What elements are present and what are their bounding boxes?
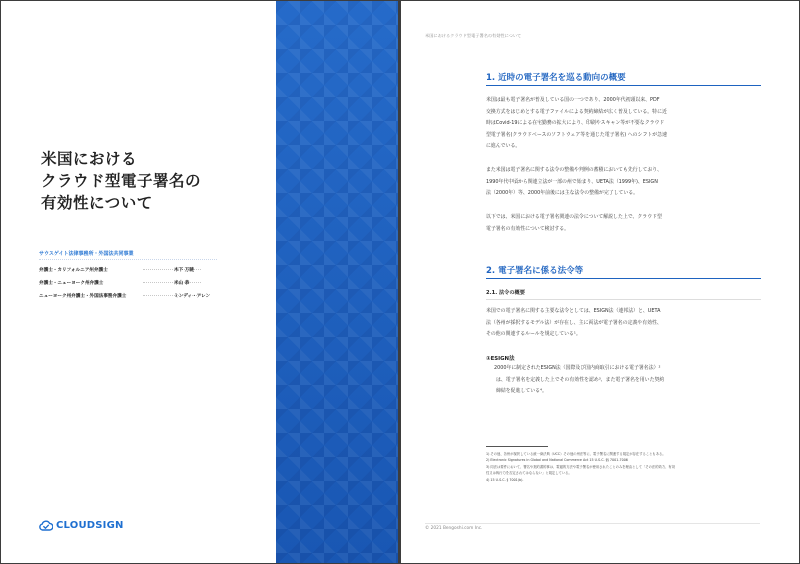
firm-divider (39, 259, 217, 260)
text-line: 時はCovid-19による在宅勤務の拡大により、印刷やスキャン等が不要なクラウド (486, 120, 665, 127)
content-page (401, 1, 799, 563)
copyright: © 2021 Bengoshi.com Inc. (425, 526, 483, 531)
cover-title-line: 有効性について (41, 194, 153, 212)
band-gradient-overlay (276, 1, 398, 563)
text-line: 米国での電子署名に関する主要な法令としては、ESIGN法（連邦法）と、UETA (486, 308, 661, 314)
subsection-heading: 2.1. 法令の概要 (486, 290, 525, 296)
cloudsign-logo (39, 520, 124, 531)
footnotes (486, 451, 766, 483)
section-1-paragraph (486, 95, 761, 153)
esign-paragraph (494, 363, 761, 398)
cloud-check-icon (39, 520, 53, 531)
author-name: 木下 万暁 (174, 268, 194, 273)
footnote: 2) Electronic Signatures in Global and National Commerce Act 15 U.S.C. §§ 7001-7006 (486, 458, 628, 463)
subsection-rule (486, 299, 761, 300)
footnote: 4) 15 U.S.C. § 7001(b). (486, 477, 524, 482)
text-line: 1990年代中頃から関連立法が一部の州で始まり、UETA法（1999年)、ESIGN (486, 178, 658, 185)
author-role: 弁護士・ニューヨーク州弁護士 (39, 281, 104, 286)
text-line: 電子署名の有効性について検討する。 (486, 225, 570, 232)
section-1-paragraph (486, 165, 761, 200)
running-header: 米国におけるクラウド型電子署名の有効性について (425, 33, 522, 38)
text-line: 以下では、米国における電子署名関連の法令について解説した上で、クラウド型 (486, 214, 662, 220)
text-line: 法（各州が採択するモデル法）が存在し、主に両法が電子署名の定義や有効性、 (486, 319, 662, 326)
section-1-heading: 1. 近時の電子署名を巡る動向の概要 (486, 73, 626, 83)
dotted-leader (143, 282, 201, 283)
text-line: 米国は最も電子署名が普及している国の一つであり、2000年代初頭以来、PDF (486, 97, 660, 103)
author-name: ミンディ・アレン (174, 294, 211, 299)
law-firm-name: サウスゲイト法律事務所・外国法共同事業 (39, 251, 134, 257)
section-2-heading: 2. 電子署名に係る法令等 (486, 266, 584, 276)
author-role: 弁護士・カリフォルニア州弁護士 (39, 268, 108, 273)
esign-heading: ①ESIGN法 (486, 356, 515, 362)
brand-wordmark: CLOUDSIGN (56, 520, 124, 531)
text-line: 2000年に制定されたESIGN法（国際及び国内商取引における電子署名法）² (494, 365, 661, 371)
section-1-paragraph (486, 212, 761, 235)
text-line: 締結を促進している⁴。 (496, 388, 547, 395)
footnote-divider (486, 446, 548, 447)
text-line: 法（2000年）等、2000年前後には主な法令の整備が完了している。 (486, 190, 639, 197)
section-1-rule (486, 85, 761, 86)
text-line: 型電子署名(クラウドベースのソフトウェア等を通じた電子署名) へのシフトが急速 (486, 131, 667, 138)
footnote: 性又は執行力を否定されてはならない」と規定している。 (486, 471, 572, 476)
section-2-rule (486, 278, 761, 279)
text-line: に進んでいる。 (486, 143, 521, 150)
footer-rule (425, 523, 760, 524)
cover-title-line: 米国における (41, 150, 138, 168)
section-2-paragraph (486, 306, 761, 341)
footnote: 3) 同法は要件において、署名や契約書的事は、電磁的方法や電子署名が使用されたことのみを理由として「その法的効力、有効 (486, 464, 675, 469)
text-line: その他の関連するルールを規定している¹。 (486, 331, 581, 338)
author-name: 米山 恭 (174, 281, 190, 286)
cover-title (41, 148, 281, 214)
text-line: は、電子署名を定義した上でその有効性を認め³、また電子署名を用いた契約 (496, 376, 665, 383)
text-line: また米国は電子署名に関する法令の整備や判例の蓄積においても先行しており、 (486, 167, 663, 173)
footnote: 1) その他、各州が採択している統一商法典（UCC）その他の州法等に、電子署名に関連する規定が存在することもある。 (486, 452, 666, 456)
decorative-blue-band (276, 1, 398, 563)
text-line: 交換方式をはじめとする電子ファイルによる契約締結が広く普及している。特に近 (486, 108, 667, 115)
cover-page (1, 1, 398, 563)
cover-title-line: クラウド型電子署名の (41, 172, 202, 190)
author-role: ニューヨーク州弁護士・外国法事務弁護士 (39, 294, 127, 299)
